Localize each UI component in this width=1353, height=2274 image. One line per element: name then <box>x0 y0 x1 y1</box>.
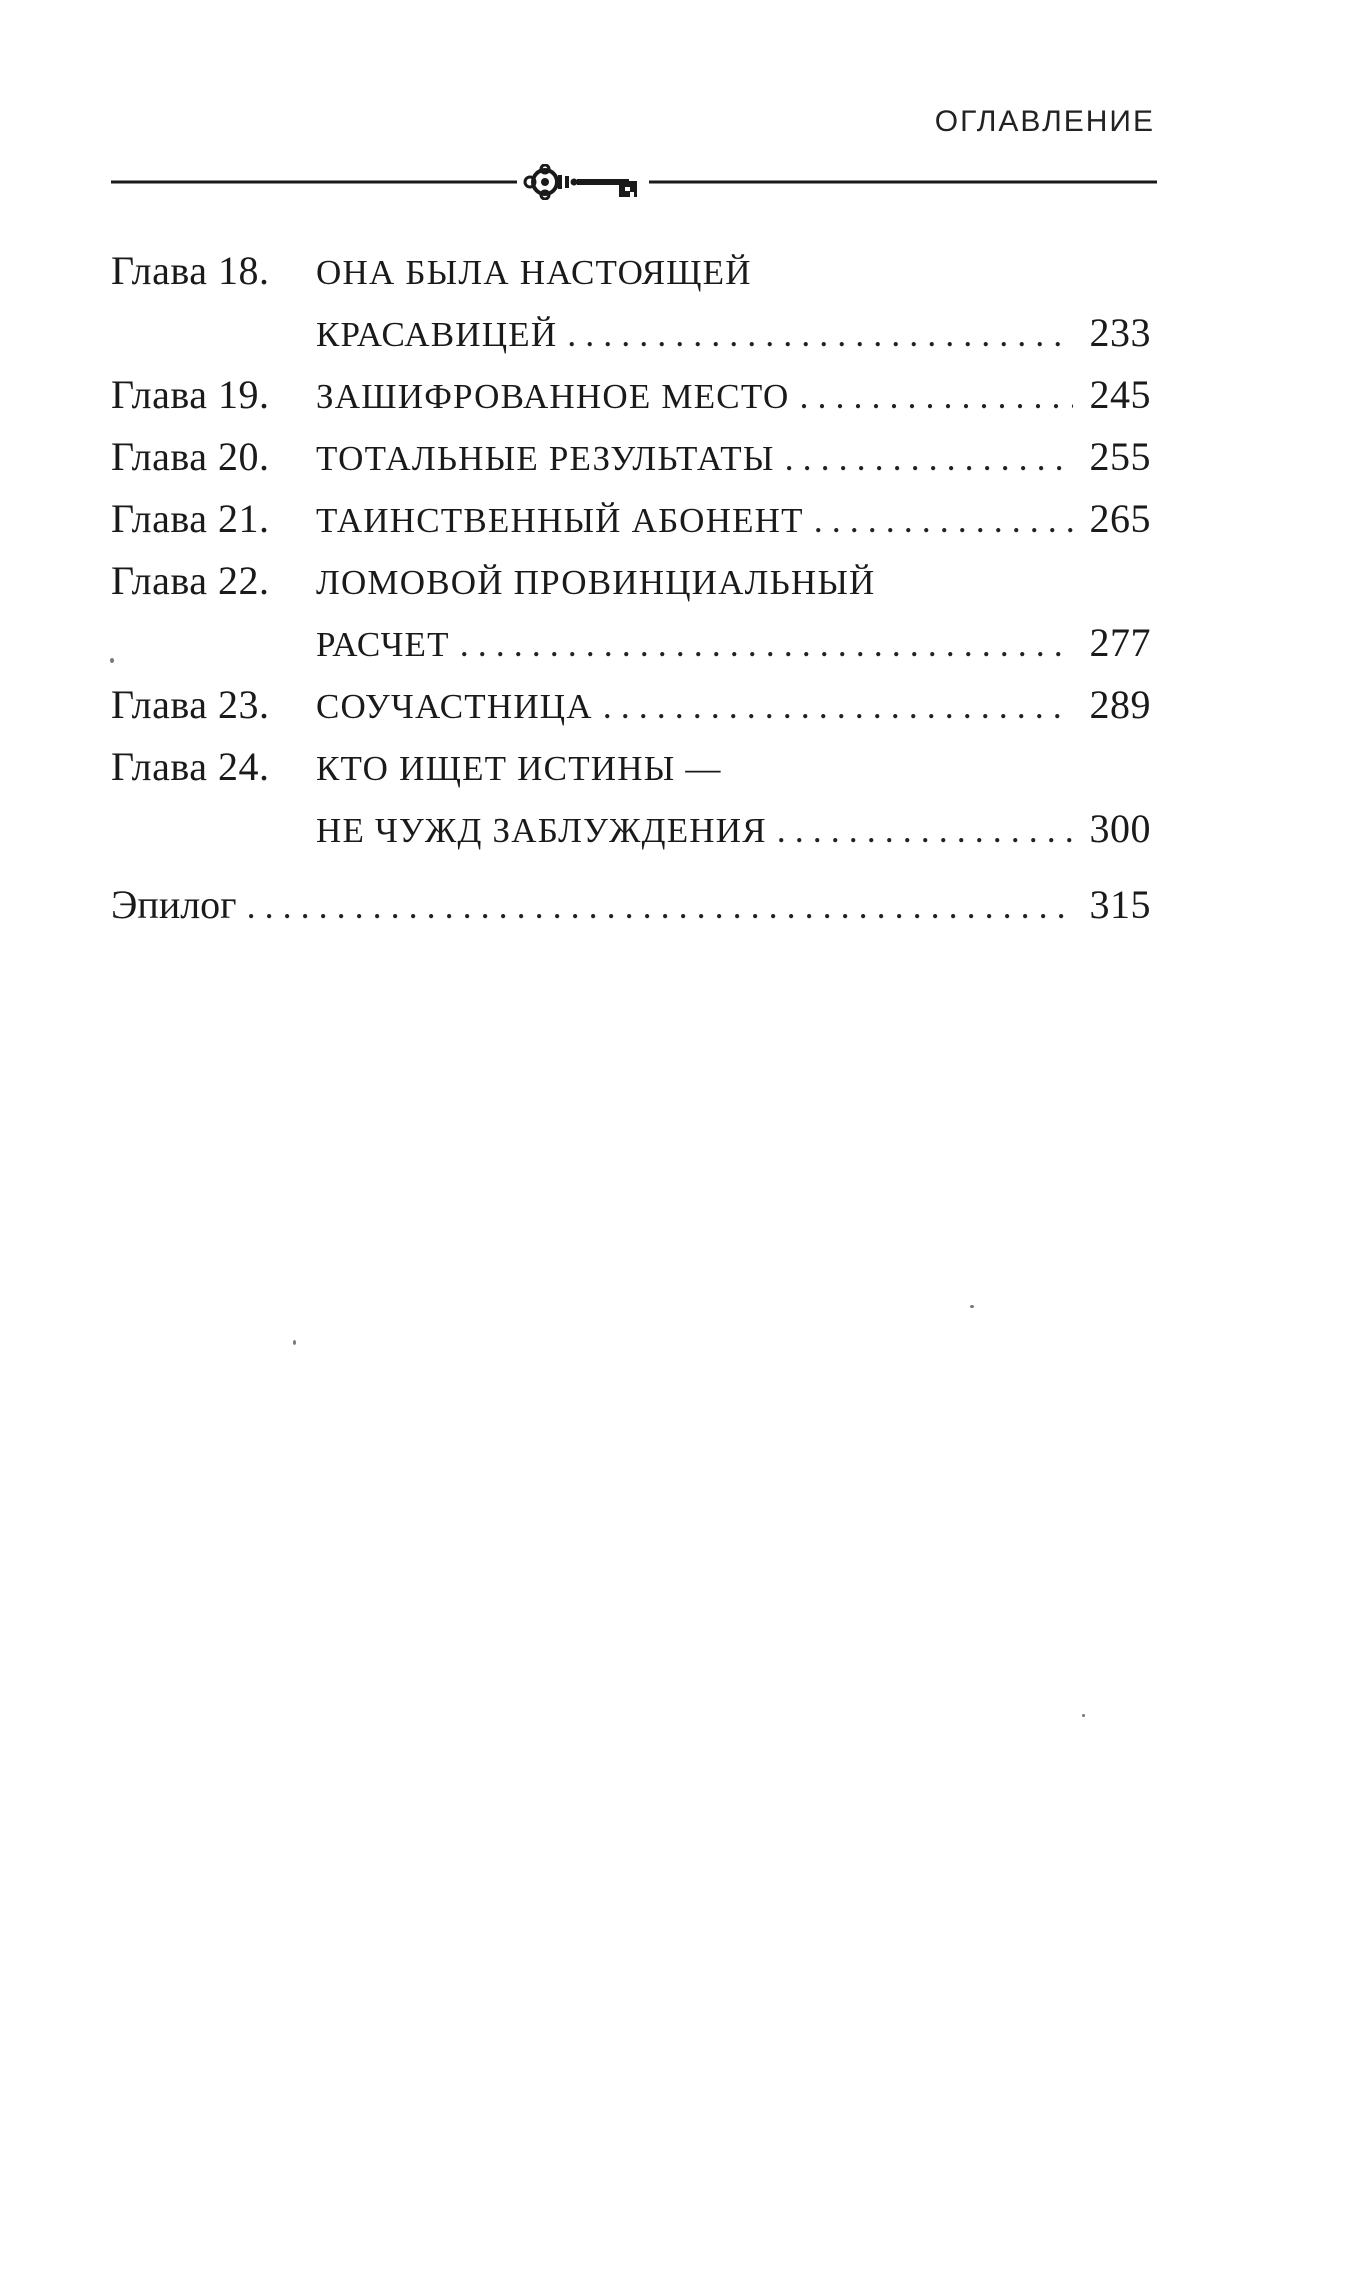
running-head: ОГЛАВЛЕНИЕ <box>934 105 1155 138</box>
chapter-title: КТО ИЩЕТ ИСТИНЫ — <box>316 749 722 788</box>
scan-speck <box>1082 1714 1085 1717</box>
dot-leader <box>799 365 1073 427</box>
chapter-title: ТАИНСТВЕННЫЙ АБОНЕНТ <box>316 501 804 540</box>
toc-entry-chapter-19[interactable] <box>111 364 1151 426</box>
chapter-title-continued: КРАСАВИЦЕЙ <box>316 315 558 354</box>
toc-entry-chapter-21[interactable] <box>111 488 1151 550</box>
page-number: 233 <box>1089 310 1151 355</box>
dot-leader <box>814 489 1073 551</box>
dot-leader <box>567 303 1073 365</box>
toc-entry-epilogue[interactable] <box>111 874 1151 936</box>
dot-leader <box>785 427 1073 489</box>
table-of-contents <box>111 240 1151 936</box>
scan-speck <box>970 1305 974 1308</box>
chapter-label: Глава 19. <box>111 372 270 417</box>
key-ornament-icon <box>517 165 649 199</box>
chapter-label: Глава 22. <box>111 558 270 603</box>
chapter-title: СОУЧАСТНИЦА <box>316 687 593 726</box>
chapter-label: Глава 21. <box>111 496 270 541</box>
page-number: 289 <box>1089 682 1151 727</box>
chapter-label: Глава 24. <box>111 744 270 789</box>
scan-speck <box>110 658 114 663</box>
page-number: 300 <box>1089 806 1151 851</box>
page-number: 255 <box>1089 434 1151 479</box>
dot-leader <box>777 799 1073 861</box>
toc-entry-chapter-22[interactable] <box>111 550 1151 674</box>
header-rule <box>111 164 1157 200</box>
page-number: 277 <box>1089 620 1151 665</box>
chapter-title-continued: РАСЧЕТ <box>316 625 450 664</box>
toc-entry-chapter-24[interactable] <box>111 736 1151 860</box>
chapter-title-continued: НЕ ЧУЖД ЗАБЛУЖДЕНИЯ <box>316 811 767 850</box>
toc-entry-chapter-20[interactable] <box>111 426 1151 488</box>
chapter-label: Глава 18. <box>111 248 270 293</box>
toc-entry-chapter-18[interactable] <box>111 240 1151 364</box>
toc-entry-chapter-23[interactable] <box>111 674 1151 736</box>
chapter-title: ОНА БЫЛА НАСТОЯЩЕЙ <box>316 253 752 292</box>
page-number: 315 <box>1089 882 1151 927</box>
scan-speck <box>293 1340 296 1345</box>
page-number: 245 <box>1089 372 1151 417</box>
chapter-title: ЗАШИФРОВАННОЕ МЕСТО <box>316 377 790 416</box>
chapter-label: Глава 20. <box>111 434 270 479</box>
dot-leader <box>247 875 1073 937</box>
chapter-title: ТОТАЛЬНЫЕ РЕЗУЛЬТАТЫ <box>316 439 775 478</box>
chapter-title: ЛОМОВОЙ ПРОВИНЦИАЛЬНЫЙ <box>316 563 876 602</box>
dot-leader <box>460 613 1073 675</box>
dot-leader <box>603 675 1073 737</box>
epilogue-label: Эпилог <box>111 882 237 927</box>
chapter-label: Глава 23. <box>111 682 270 727</box>
page-number: 265 <box>1089 496 1151 541</box>
